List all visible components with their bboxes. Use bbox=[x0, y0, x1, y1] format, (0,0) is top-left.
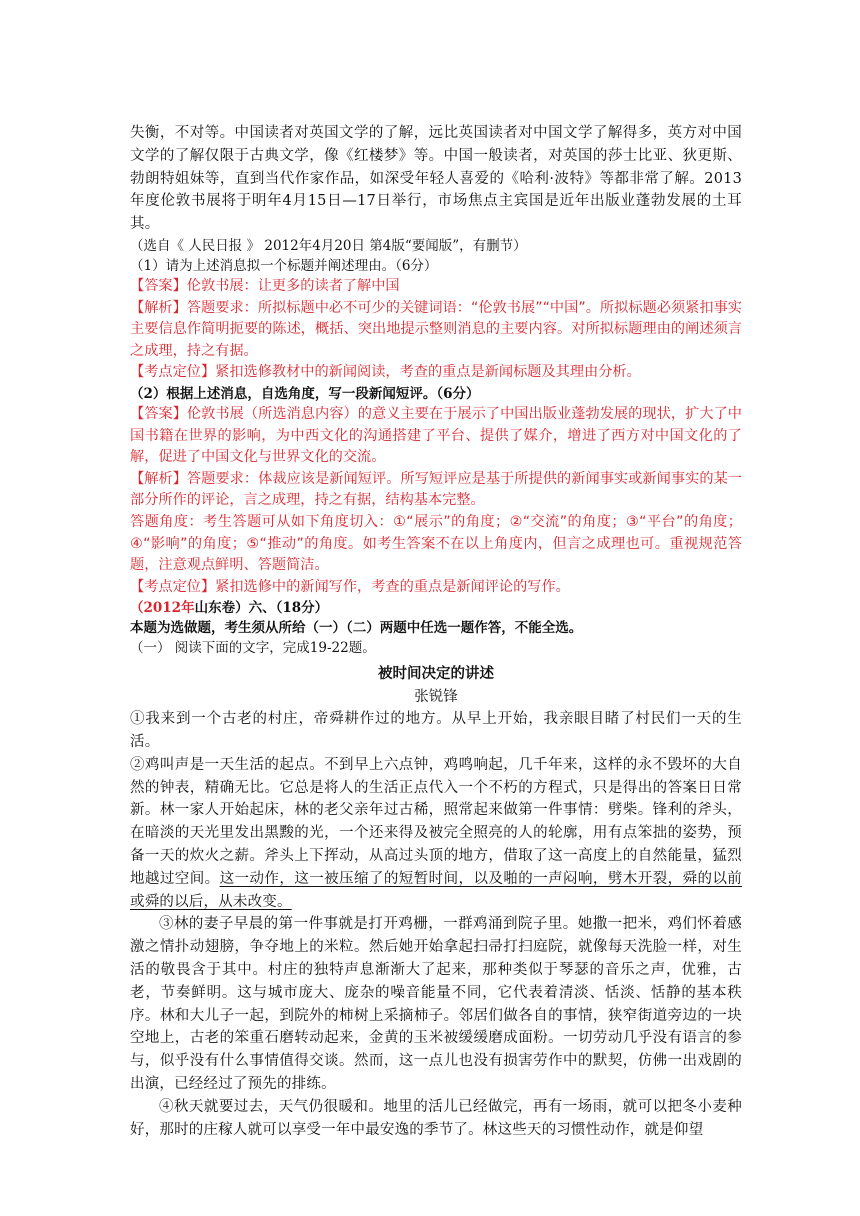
question-1-answer: 【答案】伦敦书展：让更多的读者了解中国 bbox=[130, 277, 400, 294]
question-2-analysis: 【解析】答题要求：体裁应该是新闻短评。所写短评应是基于所提供的新闻事实或新闻事实的某一部分所作的评论，言之成理，持之有据，结构基本完整。 bbox=[130, 470, 742, 509]
article-author: 张锐锋 bbox=[414, 689, 458, 706]
article-paragraph-3: ③林的妻子早晨的第一件事就是打开鸡栅，一群鸡涌到院子里。她撒一把米，鸡们怀着感激之情扑动翅膀，争夺地上的米粒。然后她开始拿起扫帚打扫庭院，就像每天洗脸一样，对生活的敬畏含于其中。村庄的独特声息渐渐大了起来，那种类似于琴瑟的音乐之声，优雅，古老，节奏鲜明。这与城市庞大、庞杂的噪音能量不同，它代表着清淡、恬淡、恬静的基本秩序。林和大儿子一起，到院外的柿树上采摘柿子。邻居们做各自的事情，狭窄街道旁边的一块空地上，古老的笨重石磨转动起来，金黄的玉米被缓缓磨成面粉。一切劳动几乎没有语言的参与，似乎没有什么事情值得交谈。然而，这一点儿也没有损害劳作中的默契，仿佛一出戏剧的出演，已经经过了预先的排练。 bbox=[130, 916, 742, 1093]
section-rest: 山东卷）六、（18分） bbox=[194, 600, 329, 617]
question-2-answer: 【答案】伦敦书展（所选消息内容）的意义主要在于展示了中国出版业蓬勃发展的现状，扩大了中国书籍在世界的影响，为中西文化的沟通搭建了平台、提供了媒介，增进了西方对中国文化的了解，促进了中国文化与世界文化的交流。 bbox=[130, 405, 742, 466]
reading-instruction: （一） 阅读下面的文字，完成19-22题。 bbox=[130, 640, 376, 657]
article-title: 被时间决定的讲述 bbox=[378, 666, 494, 683]
paragraph-2-text: ②鸡叫声是一天生活的起点。不到早上六点钟，鸡鸣响起，几千年来，这样的永不毁坏的大自然的钟表，精确无比。它总是将人的生活正点代入一个不朽的方程式，只是得出的答案日日常新。林一家人开始起床，林的老父亲年过古稀，照常起来做第一件事情：劈柴。锋利的斧头，在暗淡的天光里发出黑黢的光，一个还来得及被完全照亮的人的轮廓，用有点笨拙的姿势，预备一天的炊火之薪。斧头上下挥动，从高过头顶的地方，借取了这一高度上的自然能量，猛烈地越过空间。 bbox=[130, 756, 742, 887]
intro-paragraph: 失衡，不对等。中国读者对英国文学的了解，远比英国读者对中国文学了解得多，英方对中国文学的了解仅限于古典文学，像《红楼梦》等。中国一般读者，对英国的莎士比亚、狄更斯、勃朗特姐妹等，直到当代作家作品，如深受年轻人喜爱的《哈利·波特》等都非常了解。2013年度伦敦书展将于明年4月15日—17日举行，市场焦点主宾国是近年出版业蓬勃发展的土耳其。 bbox=[130, 125, 742, 233]
source-note: （选自《 人民日报 》 2012年4月20日 第4版“要闻版”，有删节） bbox=[130, 237, 527, 254]
question-2-point: 【考点定位】紧扣选修中的新闻写作，考查的重点是新闻评论的写作。 bbox=[130, 578, 570, 595]
question-1-analysis: 【解析】答题要求：所拟标题中必不可少的关键词语：“伦敦书展”“中国”。所拟标题必须紧扣事实主要信息作简明扼要的陈述，概括、突出地提示整则消息的主要内容。对所拟标题理由的阐述须言之成理，持之有据。 bbox=[130, 299, 742, 359]
section-instruction: 本题为选做题，考生须从所给（一）（二）两题中任选一题作答，不能全选。 bbox=[130, 620, 583, 637]
article-paragraph-4: ④秋天就要过去，天气仍很暖和。地里的活儿已经做完，再有一场雨，就可以把冬小麦种好，那时的庄稼人就可以享受一年中最安逸的季节了。林这些天的习惯性动作，就是仰望 bbox=[130, 1098, 742, 1138]
section-heading bbox=[130, 598, 742, 618]
article-paragraph-1: ①我来到一个古老的村庄，帝舜耕作过的地方。从早上开始，我亲眼目睹了村民们一天的生活。 bbox=[130, 711, 742, 751]
question-2: （2）根据上述消息，自选角度，写一段新闻短评。（6分） bbox=[130, 385, 480, 402]
article-paragraph-2 bbox=[130, 754, 742, 914]
section-year: （2012年 bbox=[130, 600, 195, 617]
question-1: （1）请为上述消息拟一个标题并阐述理由。（6分） bbox=[130, 257, 438, 274]
document-page bbox=[130, 122, 742, 1141]
paragraph-2-underlined: 这一动作，这一被压缩了的短暂时间，以及啪的一声闷响，劈木开裂，舜的以前或舜的以后，从未改变。 bbox=[130, 870, 743, 910]
question-2-angles: 答题角度：考生答题可从如下角度切入：①“展示”的角度；②“交流”的角度；③“平台”的角度；④“影响”的角度；⑤“推动”的角度。如考生答案不在以上角度内，但言之成理也可。重视规范答题，注意观点鲜明、答题简洁。 bbox=[130, 513, 742, 574]
question-1-point: 【考点定位】紧扣选修教材中的新闻阅读，考查的重点是新闻标题及其理由分析。 bbox=[130, 364, 641, 381]
